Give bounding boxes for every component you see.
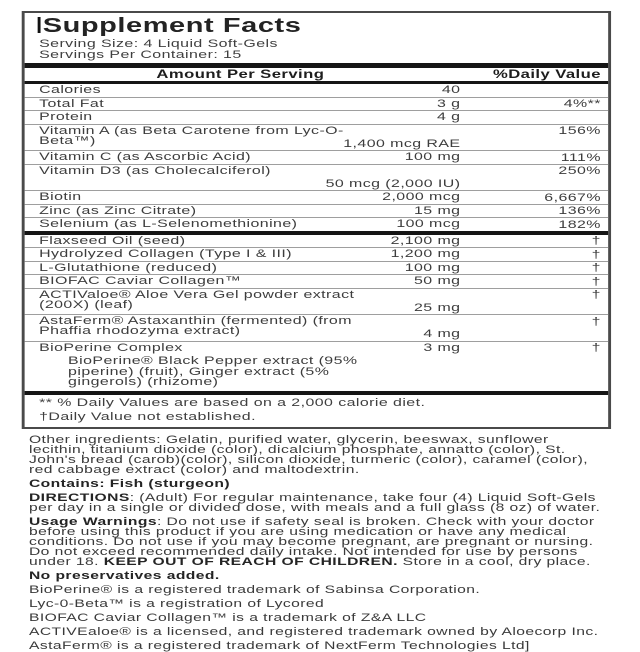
nutrition-table	[25, 84, 609, 395]
nutrient-daily-value: 136%	[558, 205, 601, 217]
label-text-section	[29, 435, 608, 651]
trademark-text: ACTIVEaloe® is a licensed, and registered trademark owned by Aloecorp Inc.	[28, 625, 599, 638]
nutrient-name: Vitamin D3 (as Cholecalciferol)	[39, 164, 271, 177]
table-row	[25, 84, 609, 98]
nutrient-name: BioPerine® Black Pepper extract (95% piperine) (fruit), Ginger extract (5% gingerols) (rhizome)	[68, 355, 358, 388]
nutrient-name: BIOFAC Caviar Collagen™	[39, 275, 242, 287]
keep-out-of-reach-warning: KEEP OUT OF REACH OF CHILDREN.	[103, 555, 398, 568]
nutrient-daily-value: †	[591, 235, 601, 247]
nutrient-daily-value: †	[591, 248, 601, 261]
serving-info	[25, 37, 609, 63]
trademark-line	[29, 641, 608, 651]
table-row	[25, 289, 609, 316]
directions-text: : (Adult) For regular maintenance, take four (4) Liquid Soft-Gels per day in a single or divided dose, with meals and a full glass (8 oz) of water.	[28, 491, 601, 514]
nutrient-daily-value: †	[591, 315, 601, 328]
nutrient-amount: 3 mg	[423, 341, 461, 354]
table-row	[25, 275, 609, 289]
nutrient-amount: 100 mg	[404, 151, 461, 163]
table-row	[25, 315, 609, 342]
table-row	[25, 342, 609, 355]
nutrient-name: Protein	[39, 111, 93, 123]
nutrient-daily-value: 4%**	[563, 98, 601, 110]
nutrient-name: AstaFerm® Astaxanthin (fermented) (from Phaffia rhodozyma extract)	[39, 315, 352, 337]
no-preservatives: No preservatives added.	[28, 569, 220, 582]
usage-warnings-text: : Do not use if safety seal is broken. Check with your doctor before using this product if you are using medication or have any medical conditions. Do not use if you may become pregnant, are pregnant or nursing. Do not exceed recommended daily intake. Not intended for use by persons under 18.	[28, 515, 595, 568]
table-row	[25, 165, 609, 192]
trademark-line	[29, 599, 608, 609]
nutrient-daily-value: 182%	[558, 218, 601, 231]
table-row	[25, 125, 609, 152]
nutrient-amount: 100 mg	[404, 261, 461, 274]
nutrient-amount: 15 mg	[414, 204, 461, 217]
trademark-text: AstaFerm® is a registered trademark of NextFerm Technologies Ltd]	[28, 639, 530, 652]
nutrient-amount: 3 g	[437, 97, 461, 110]
nutrient-name: L-Glutathione (reduced)	[39, 261, 218, 274]
trademark-notes	[29, 585, 608, 651]
nutrient-amount: 25 mg	[414, 301, 461, 314]
trademark-line	[29, 613, 608, 623]
nutrient-name: Vitamin C (as Ascorbic Acid)	[39, 151, 252, 163]
table-header	[25, 68, 609, 81]
nutrient-name: Biotin	[39, 191, 82, 203]
table-row	[25, 248, 609, 262]
contains-statement: Contains: Fish (sturgeon)	[28, 477, 231, 490]
nutrient-amount: 1,200 mg	[390, 248, 461, 260]
column-header-daily-value: %Daily Value	[492, 69, 601, 81]
nutrient-amount: 100 mcg	[396, 218, 461, 230]
nutrient-name: Calories	[39, 84, 101, 96]
footnote-dagger: †Daily Value not established.	[39, 411, 256, 423]
servings-per-container: Servings Per Container: 15	[39, 49, 242, 61]
nutrient-amount: 4 mg	[423, 328, 461, 340]
nutrient-daily-value: †	[591, 342, 601, 354]
table-row	[25, 205, 609, 219]
nutrient-daily-value: 250%	[558, 165, 601, 177]
serving-size: Serving Size: 4 Liquid Soft-Gels	[39, 38, 278, 50]
nutrient-daily-value: †	[591, 289, 601, 301]
table-row	[25, 98, 609, 112]
panel-title: Supplement Facts	[42, 15, 302, 37]
storage-text: Store in a cool, dry place.	[397, 555, 591, 568]
nutrient-amount: 2,100 mg	[390, 234, 461, 247]
nutrient-amount: 40	[441, 84, 461, 96]
nutrient-amount: 2,000 mcg	[382, 191, 461, 203]
nutrient-amount: 50 mg	[414, 275, 461, 287]
other-ingredients: Other ingredients: Gelatin, purified water, glycerin, beeswax, sunflower lecithin, titanium dioxide (color), dicalcium phosphate, annatto (color), St. John's bread (carob)(color), silicon dioxide, turmeric (color), caramel (color), red cabbage extract (color) and maltodextrin.	[28, 433, 589, 476]
table-row	[25, 151, 609, 165]
usage-warnings	[29, 517, 608, 567]
trademark-text: BioPerine® is a registered trademark of Sabinsa Corporation.	[28, 583, 481, 596]
text-caret	[38, 17, 40, 33]
panel-footnotes	[25, 395, 609, 427]
nutrient-daily-value: †	[591, 275, 601, 288]
supplement-facts-panel	[22, 11, 611, 429]
directions	[29, 493, 608, 513]
nutrient-amount: 50 mcg (2,000 IU)	[325, 177, 461, 190]
nutrient-name: Zinc (as Zinc Citrate)	[39, 204, 197, 217]
trademark-line	[29, 585, 608, 595]
nutrient-name: Total Fat	[39, 97, 105, 110]
nutrient-name: Flaxseed Oil (seed)	[39, 234, 186, 247]
nutrient-daily-value: 156%	[558, 125, 601, 137]
directions-label: DIRECTIONS	[28, 491, 130, 504]
nutrient-amount: 1,400 mcg RAE	[343, 137, 461, 150]
trademark-line	[29, 627, 608, 637]
nutrient-name: ACTIValoe® Aloe Vera Gel powder extract (200X) (leaf)	[39, 288, 355, 311]
nutrient-daily-value: 111%	[560, 151, 601, 164]
nutrient-name: BioPerine Complex	[39, 341, 183, 354]
nutrient-name: Selenium (as L-Selenomethionine)	[39, 218, 298, 230]
trademark-text: BIOFAC Caviar Collagen™ is a trademark of Z&A LLC	[28, 611, 427, 624]
nutrient-amount: 4 g	[437, 111, 461, 123]
table-row	[25, 262, 609, 276]
table-row	[25, 218, 609, 235]
nutrient-name: Hydrolyzed Collagen (Type I & III)	[39, 248, 293, 260]
footnote-daily-values: ** % Daily Values are based on a 2,000 calorie diet.	[39, 396, 426, 409]
column-header-amount: Amount Per Serving	[156, 69, 325, 81]
table-row	[25, 111, 609, 125]
trademark-text: Lyc-0-Beta™ is a registration of Lycored	[28, 597, 325, 610]
nutrient-daily-value: †	[591, 262, 601, 274]
table-row	[25, 235, 609, 249]
nutrient-daily-value: 6,667%	[544, 191, 601, 204]
table-row	[25, 191, 609, 205]
usage-warnings-label: Usage Warnings	[28, 515, 157, 528]
nutrient-name: Vitamin A (as Beta Carotene from Lyc-O-Beta™)	[39, 124, 344, 147]
table-row	[25, 354, 609, 395]
panel-title-row	[25, 13, 609, 37]
